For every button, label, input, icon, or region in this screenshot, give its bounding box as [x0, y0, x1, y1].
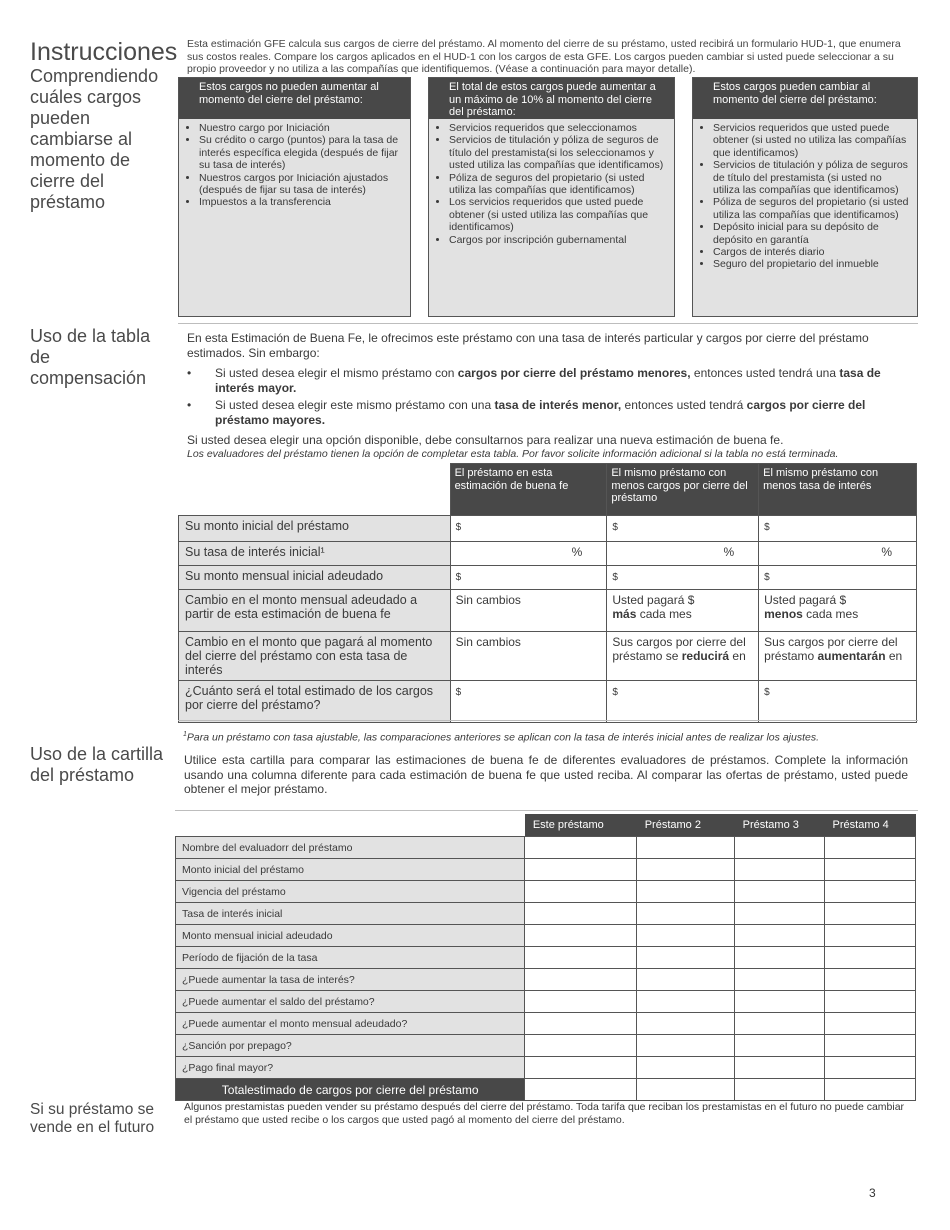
col-header: Préstamo 4	[825, 814, 916, 837]
box-cannot-increase	[178, 77, 411, 317]
input-cell[interactable]	[525, 837, 637, 859]
instructions-subtitle: Comprendiendo cuáles cargos pueden cambiarse al momento de cierre del préstamo	[30, 66, 159, 212]
box-list-item: • Depósito inicial para su depósito de depósito en garantía	[713, 221, 911, 246]
instructions-intro: Esta estimación GFE calcula sus cargos de cierre del préstamo. Al momento del cierre de su préstamo, usted recibirá un formulario HUD-1, que enumera sus costos reales. Compare los cargos aplicados en el HUD-1 con los cargos de esta GFE. Los cargos pueden cambiar si usted puede seleccionar a su propio proveedor y no utiliza a las compañías que identifiquemos. (Véase a continuación para mayor detalle).	[187, 38, 901, 75]
amount-cell[interactable]: $	[450, 681, 607, 723]
input-cell[interactable]	[525, 903, 637, 925]
footnote-mark: 1	[183, 731, 187, 738]
input-cell[interactable]	[735, 1057, 825, 1079]
table-row	[176, 1057, 916, 1079]
box-list-item: • Servicios requeridos que seleccionamos	[449, 122, 668, 134]
box-list-item: • Póliza de seguros del propietario (si usted utiliza las compañías que identificamos)	[713, 196, 911, 221]
table-row	[176, 991, 916, 1013]
table-row	[176, 925, 916, 947]
amount-cell[interactable]: $	[607, 566, 759, 590]
box-header: Estos cargos pueden cambiar al momento del cierre del préstamo:	[693, 78, 917, 119]
input-cell[interactable]	[825, 1079, 916, 1101]
col-header: Préstamo 2	[637, 814, 735, 837]
row-label: ¿Puede aumentar el saldo del préstamo?	[176, 991, 525, 1013]
row-label: Su monto inicial del préstamo	[179, 516, 451, 542]
input-cell[interactable]	[735, 969, 825, 991]
box-header: El total de estos cargos puede aumentar a un máximo de 10% al momento del cierre del préstamo:	[429, 78, 674, 119]
row-label: Su tasa de interés inicial¹	[179, 542, 451, 566]
table-row	[176, 1013, 916, 1035]
row-label: Vigencia del préstamo	[176, 881, 525, 903]
shopping-title: Uso de la cartilla del préstamo	[30, 744, 164, 785]
input-cell[interactable]	[735, 947, 825, 969]
input-cell[interactable]	[735, 903, 825, 925]
instructions-title: Instrucciones	[30, 38, 178, 66]
table-row	[176, 903, 916, 925]
input-cell[interactable]	[735, 1013, 825, 1035]
tradeoff-intro: En esta Estimación de Buena Fe, le ofrecimos este préstamo con una tasa de interés particular y cargos por cierre del préstamo estimados. Sin embargo:	[187, 331, 869, 360]
box-list	[429, 122, 674, 246]
divider	[178, 720, 918, 721]
box-list	[693, 122, 917, 271]
increase-cell[interactable]: Sus cargos por cierre del préstamo aumentarán en	[759, 632, 917, 681]
row-label: Su monto mensual inicial adeudado	[179, 566, 451, 590]
table-row	[176, 837, 916, 859]
row-label: ¿Puede aumentar el monto mensual adeudado?	[176, 1013, 525, 1035]
col-header: El mismo préstamo con menos cargos por cierre del préstamo	[607, 464, 759, 516]
pay-less-cell[interactable]: Usted pagará $ menos cada mes	[759, 590, 917, 632]
input-cell[interactable]	[825, 881, 916, 903]
col-header: Este préstamo	[525, 814, 637, 837]
row-label: Cambio en el monto que pagará al momento del cierre del préstamo con esta tasa de interés	[179, 632, 451, 681]
rate-cell[interactable]: %	[607, 542, 759, 566]
input-cell[interactable]	[735, 1035, 825, 1057]
box-ten-percent	[428, 77, 675, 317]
input-cell[interactable]	[637, 1057, 735, 1079]
input-cell[interactable]	[825, 859, 916, 881]
page-number: 3	[869, 1186, 876, 1200]
amount-cell[interactable]: $	[759, 566, 917, 590]
row-label: Período de fijación de la tasa	[176, 947, 525, 969]
rate-cell[interactable]: %	[759, 542, 917, 566]
row-label: Monto inicial del préstamo	[176, 859, 525, 881]
total-label: Totalestimado de cargos por cierre del préstamo	[176, 1079, 525, 1101]
shopping-table	[175, 814, 916, 1101]
input-cell[interactable]	[637, 1079, 735, 1101]
input-cell[interactable]	[525, 859, 637, 881]
tradeoff-bullet-2: Si usted desea elegir este mismo préstamo con una tasa de interés menor, entonces usted tendrá cargos por cierre del préstamo mayores.	[215, 398, 866, 427]
input-cell[interactable]	[637, 837, 735, 859]
box-list-item: • Cargos de interés diario	[713, 246, 911, 258]
tradeoff-footnote: $^1$Para un préstamo con tasa ajustable, las comparaciones anteriores se aplican con la tasa de interés inicial antes de realizar los ajustes.	[183, 731, 820, 744]
input-cell[interactable]	[637, 969, 735, 991]
input-cell[interactable]	[637, 991, 735, 1013]
input-cell[interactable]	[735, 991, 825, 1013]
table-row	[176, 947, 916, 969]
box-list-item: • Servicios de titulación y póliza de seguros de título del prestamista(si los seleccionamos y usted utiliza las compañías que identificamos)	[449, 134, 668, 171]
amount-cell[interactable]: $	[607, 516, 759, 542]
amount-cell[interactable]: $	[450, 566, 607, 590]
row-label: Tasa de interés inicial	[176, 903, 525, 925]
box-list	[179, 122, 410, 209]
input-cell[interactable]	[825, 837, 916, 859]
row-label: Monto mensual inicial adeudado	[176, 925, 525, 947]
input-cell[interactable]	[735, 1079, 825, 1101]
box-list-item: • Cargos por inscripción gubernamental	[449, 234, 668, 246]
table-row	[176, 1035, 916, 1057]
box-list-item: • Nuestros cargos por Iniciación ajustados (después de fijar su tasa de interés)	[199, 172, 404, 197]
input-cell[interactable]	[825, 1057, 916, 1079]
amount-cell[interactable]: $	[607, 681, 759, 723]
future-title: Si su préstamo se vende en el futuro	[30, 1101, 155, 1136]
input-cell[interactable]	[735, 837, 825, 859]
row-label: ¿Puede aumentar la tasa de interés?	[176, 969, 525, 991]
row-label: ¿Cuánto será el total estimado de los cargos por cierre del préstamo?	[179, 681, 451, 723]
input-cell[interactable]	[525, 1079, 637, 1101]
shopping-intro: Utilice esta cartilla para comparar las estimaciones de buena fe de diferentes evaluadores de préstamos. Complete la información usando una columna diferente para cada estimación de buena fe que usted reciba. Al comparar las ofertas de préstamo, usted puede obtener el mejor préstamo.	[184, 753, 908, 796]
amount-cell[interactable]: $	[759, 516, 917, 542]
input-cell[interactable]	[825, 969, 916, 991]
box-list-item: • Servicios requeridos que usted puede obtener (si usted no utiliza las compañías que identificamos)	[713, 122, 911, 159]
pay-more-cell[interactable]: Usted pagará $ más cada mes	[607, 590, 759, 632]
box-list-item: • Seguro del propietario del inmueble	[713, 258, 911, 270]
box-list-item: • Impuestos a la transferencia	[199, 196, 404, 208]
box-list-item: • Nuestro cargo por Iniciación	[199, 122, 404, 134]
divider	[175, 810, 918, 811]
input-cell[interactable]	[525, 969, 637, 991]
future-text: Algunos prestamistas pueden vender su préstamo después del cierre del préstamo. Toda tarifa que reciban los prestamistas en el futuro no puede cambiar el préstamo que usted recibe o los cargos que usted pagó al momento del cierre del préstamo.	[184, 1101, 905, 1126]
box-list-item: • Póliza de seguros del propietario (si usted utiliza las compañías que identificamos)	[449, 172, 668, 197]
bullet-dot: •	[187, 366, 192, 380]
table-row	[176, 969, 916, 991]
input-cell[interactable]	[637, 1013, 735, 1035]
input-cell[interactable]	[637, 947, 735, 969]
input-cell[interactable]	[637, 859, 735, 881]
no-change-cell: Sin cambios	[450, 632, 607, 681]
input-cell[interactable]	[525, 925, 637, 947]
input-cell[interactable]	[825, 1013, 916, 1035]
box-header: Estos cargos no pueden aumentar al momento del cierre del préstamo:	[179, 78, 410, 119]
box-list-item: • Los servicios requeridos que usted puede obtener (si usted utiliza las compañías que identificamos)	[449, 196, 668, 233]
rate-cell[interactable]: %	[450, 542, 607, 566]
input-cell[interactable]	[637, 925, 735, 947]
row-label: ¿Sanción por prepago?	[176, 1035, 525, 1057]
input-cell[interactable]	[637, 1035, 735, 1057]
input-cell[interactable]	[825, 903, 916, 925]
blank-header	[176, 814, 525, 837]
amount-cell[interactable]: $	[450, 516, 607, 542]
table-row	[176, 881, 916, 903]
input-cell[interactable]	[825, 925, 916, 947]
input-cell[interactable]	[637, 881, 735, 903]
row-label: Cambio en el monto mensual adeudado a partir de esta estimación de buena fe	[179, 590, 451, 632]
col-header: El préstamo en esta estimación de buena fe	[450, 464, 607, 516]
reduce-cell[interactable]: Sus cargos por cierre del préstamo se reducirá en	[607, 632, 759, 681]
table-row	[176, 859, 916, 881]
box-list-item: • Servicios de titulación y póliza de seguros de título del prestamista (si usted no utiliza las compañías que identificamos)	[713, 159, 911, 196]
box-can-change	[692, 77, 918, 317]
input-cell[interactable]	[525, 947, 637, 969]
input-cell[interactable]	[637, 903, 735, 925]
bullet-dot: •	[187, 398, 192, 412]
input-cell[interactable]	[525, 881, 637, 903]
blank-header	[179, 464, 451, 516]
no-change-cell: Sin cambios	[450, 590, 607, 632]
tradeoff-note-italic: Los evaluadores del préstamo tienen la opción de completar esta tabla. Por favor solicite información adicional si la tabla no está terminada.	[187, 448, 839, 460]
input-cell[interactable]	[525, 1035, 637, 1057]
amount-cell[interactable]: $	[759, 681, 917, 723]
input-cell[interactable]	[735, 859, 825, 881]
divider	[178, 323, 918, 324]
input-cell[interactable]	[825, 947, 916, 969]
col-header: El mismo préstamo con menos tasa de interés	[759, 464, 917, 516]
input-cell[interactable]	[735, 925, 825, 947]
tradeoff-note: Si usted desea elegir una opción disponible, debe consultarnos para realizar una nueva estimación de buena fe.	[187, 433, 784, 447]
tradeoff-table	[178, 463, 917, 723]
row-label: ¿Pago final mayor?	[176, 1057, 525, 1079]
input-cell[interactable]	[735, 881, 825, 903]
input-cell[interactable]	[825, 991, 916, 1013]
input-cell[interactable]	[825, 1035, 916, 1057]
input-cell[interactable]	[525, 1057, 637, 1079]
input-cell[interactable]	[525, 1013, 637, 1035]
tradeoff-bullet-1: Si usted desea elegir el mismo préstamo con cargos por cierre del préstamo menores, entonces usted tendrá una tasa de interés mayor.	[215, 366, 881, 395]
box-list-item: • Su crédito o cargo (puntos) para la tasa de interés específica elegida (después de fijar su tasa de interés)	[199, 134, 404, 171]
tradeoff-title: Uso de la tabla de compensación	[30, 326, 151, 388]
row-label: Nombre del evaluadorr del préstamo	[176, 837, 525, 859]
col-header: Préstamo 3	[735, 814, 825, 837]
input-cell[interactable]	[525, 991, 637, 1013]
